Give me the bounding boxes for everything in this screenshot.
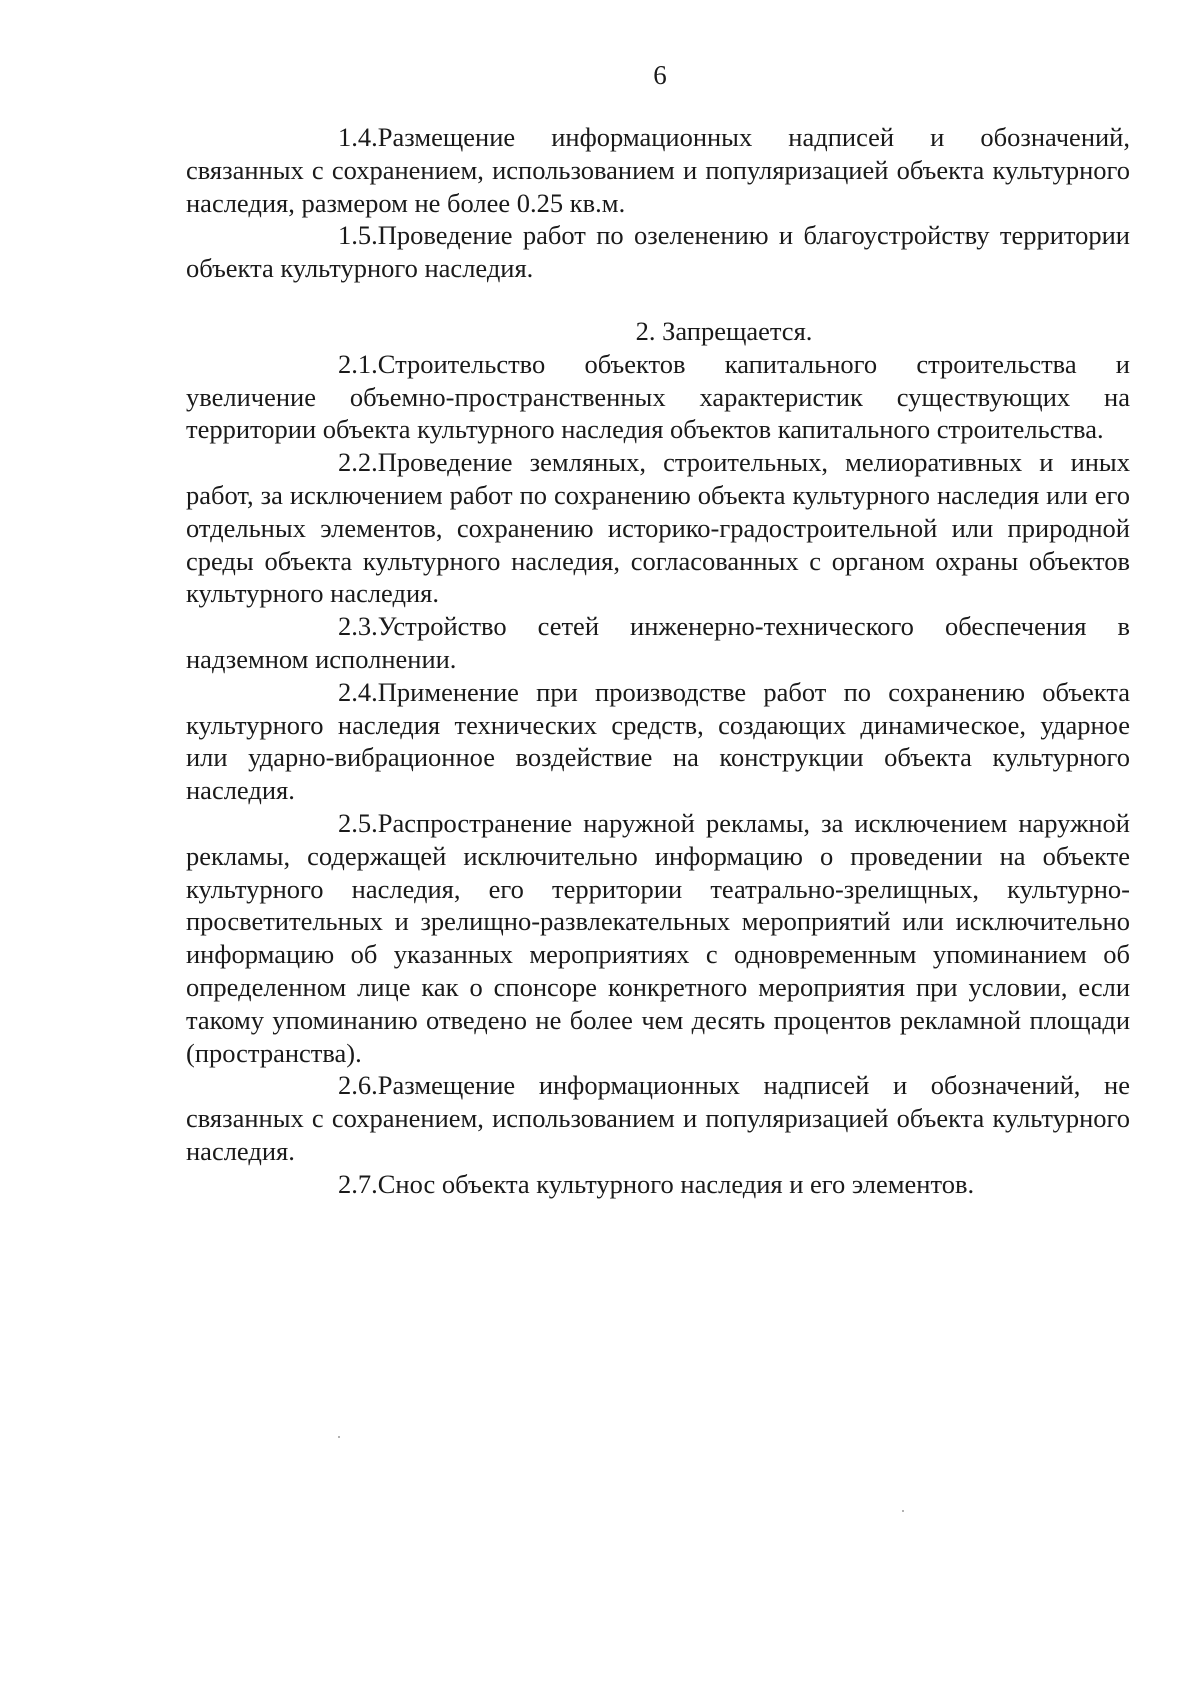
paragraph-number: 2.4. <box>338 676 378 707</box>
paragraph-1-4 <box>186 121 1130 219</box>
section-heading: 2. Запрещается. <box>635 315 813 346</box>
paragraph-number: 1.4. <box>338 122 378 152</box>
scan-speck <box>338 1436 340 1438</box>
paragraph-2-7 <box>186 1168 1130 1201</box>
paragraph-2-2 <box>186 446 1130 610</box>
paragraph-text: Распространение наружной рекламы, за исключением наружной рекламы, содержащей исключительно информацию о проведении на объекте культурного наследия, его территории театрально-зрелищных, культурно-просветительных и зрелищно-развлекательных мероприятий или исключительно информацию об указанных мероприятиях с одновременным упоминанием об определенном лице как о спонсоре конкретного мероприятия при условии, если такому упоминанию отведено не более чем десять процентов рекламной площади (пространства). <box>186 807 1130 1068</box>
paragraph-2-3 <box>186 610 1130 676</box>
paragraph-text: Проведение работ по озеленению и благоустройству территории объекта культурного наследия. <box>186 220 1130 284</box>
paragraph-2-5 <box>186 807 1130 1069</box>
scan-speck <box>902 1510 904 1512</box>
paragraph-2-6 <box>186 1069 1130 1167</box>
paragraph-text: Размещение информационных надписей и обозначений, не связанных с сохранением, использованием и популяризацией объекта культурного наследия. <box>186 1070 1130 1166</box>
paragraph-text: Снос объекта культурного наследия и его элементов. <box>377 1168 975 1199</box>
paragraph-1-5 <box>186 219 1130 285</box>
paragraph-text: Проведение земляных, строительных, мелиоративных и иных работ, за исключением работ по сохранению объекта культурного наследия или его отдельных элементов, сохранению историко-градостроительной или природной среды объекта культурного наследия, согласованных с органом охраны объектов культурного наследия. <box>186 447 1130 609</box>
paragraph-text: Размещение информационных надписей и обозначений, связанных с сохранением, использованием и популяризацией объекта культурного наследия, размером не более 0.25 кв.м. <box>186 122 1130 218</box>
paragraph-number: 2.3. <box>338 611 378 642</box>
page-number: 6 <box>653 60 667 90</box>
paragraph-number: 2.7. <box>338 1168 378 1199</box>
paragraph-2-4 <box>186 676 1130 807</box>
paragraph-number: 1.5. <box>338 220 378 251</box>
paragraph-number: 2.5. <box>338 807 378 838</box>
paragraph-number: 2.2. <box>338 447 378 478</box>
paragraph-number: 2.1. <box>338 348 378 379</box>
paragraph-text: Устройство сетей инженерно-технического обеспечения в надземном исполнении. <box>186 611 1130 674</box>
paragraph-2-1 <box>186 348 1130 446</box>
paragraph-text: Применение при производстве работ по сохранению объекта культурного наследия технических средств, создающих динамическое, ударное или ударно-вибрационное воздействие на конструкции объекта культурного наследия. <box>186 676 1130 806</box>
paragraph-number: 2.6. <box>338 1070 378 1101</box>
document-body <box>186 121 1130 1201</box>
paragraph-text: Строительство объектов капитального строительства и увеличение объемно-пространственных характеристик существующих на территории объекта культурного наследия объектов капитального строительства. <box>186 348 1130 445</box>
